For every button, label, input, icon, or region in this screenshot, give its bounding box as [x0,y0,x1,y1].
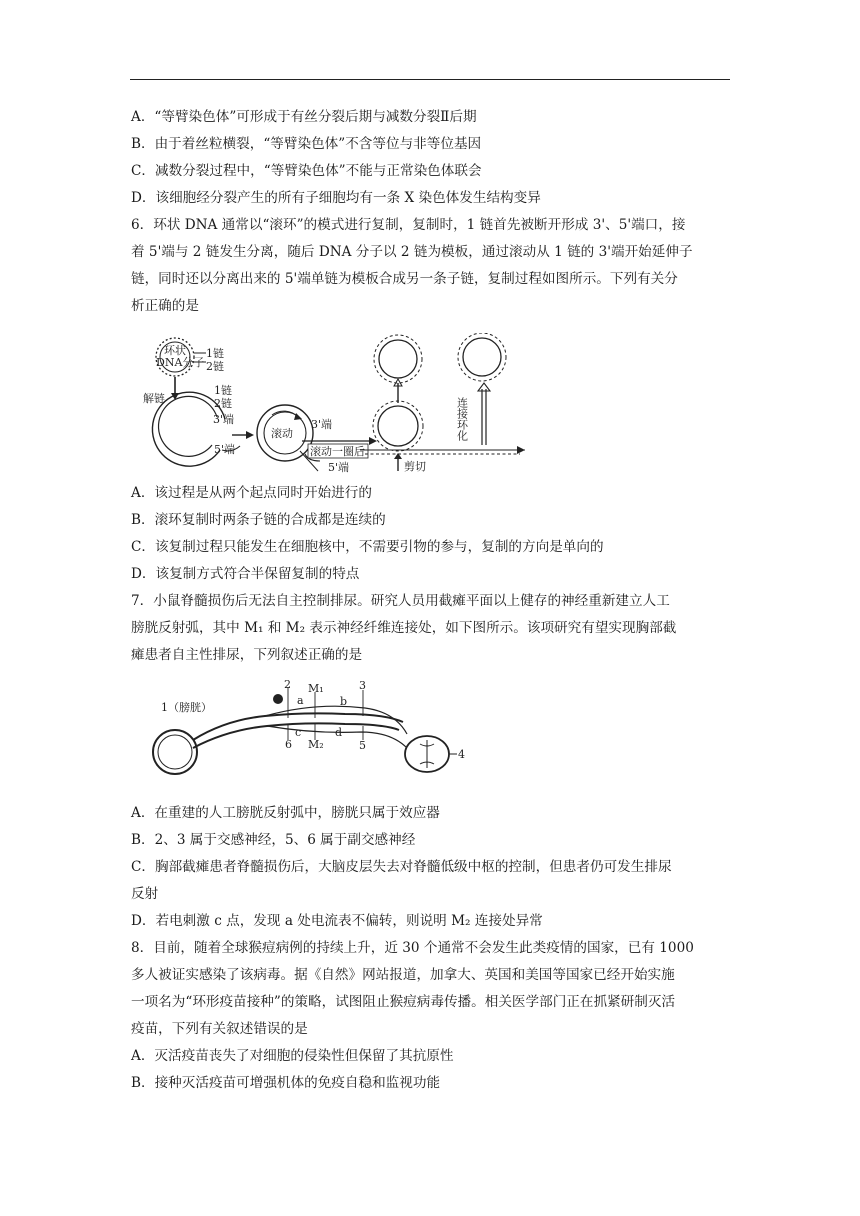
q7-stem-line2: 膀胱反射弧，其中 M₁ 和 M₂ 表示神经纤维连接处，如下图所示。该项研究有望实现胸部截 [131,620,677,636]
end5b-label: 5'端 [328,461,350,474]
q6-option-c: C．该复制过程只能发生在细胞核中，不需要引物的参与，复制的方向是单向的 [131,539,604,555]
connect-label: 连接环化 [455,397,469,441]
q5-option-c: C．减数分裂过程中，“等臂染色体”不能与正常染色体联会 [131,163,482,179]
point-a: a [297,694,304,707]
q8-stem-line1: 8．目前，随着全球猴痘病例的持续上升，近 30 个通常不会发生此类疫情的国家，已有 1000 [131,940,694,956]
q7-option-a: A．在重建的人工膀胱反射弧中，膀胱只属于效应器 [131,805,440,821]
m1-label: M₁ [308,682,324,695]
q7-option-c-line1: C．胸部截瘫患者脊髓损伤后，大脑皮层失去对脊髓低级中枢的控制，但患者仍可发生排尿 [131,859,672,875]
q7-option-b: B．2、3 属于交感神经，5、6 属于副交感神经 [131,832,416,848]
label-2: 2 [284,678,291,691]
point-b: b [340,695,348,708]
unwind-label: 解链 [143,392,165,405]
q8-stem-line3: 一项名为“环形疫苗接种”的策略，试图阻止猴痘病毒传播。相关医学部门正在抓紧研制灭活 [131,994,676,1010]
q6-option-d: D．该复制方式符合半保留复制的特点 [131,566,360,582]
q8-stem-line4: 疫苗，下列有关叙述错误的是 [131,1021,308,1037]
q5-option-b: B．由于着丝粒横裂，“等臂染色体”不含等位与非等位基因 [131,136,482,152]
q6-stem-line4: 析正确的是 [131,298,199,314]
header-rule [130,79,730,80]
end3a-label: 3'端 [213,413,235,426]
bladder-label: 1（膀胱） [161,701,212,714]
q7-option-d: D．若电刺激 c 点，发现 a 处电流表不偏转，则说明 M₂ 连接处异常 [131,913,543,929]
q6-stem-line2: 着 5'端与 2 链发生分离，随后 DNA 分子以 2 链为模板，通过滚动从 1 链的 3'端开始延伸子 [131,244,693,260]
q8-option-a: A．灭活疫苗丧失了对细胞的侵染性但保留了其抗原性 [131,1048,454,1064]
q6-stem-line1: 6．环状 DNA 通常以“滚环”的模式进行复制，复制时，1 链首先被断开形成 3'、5'端口，接 [131,217,686,233]
label-6: 6 [285,738,292,751]
chain2-label: 2链 [206,360,224,373]
rolling-label: 滚动 [271,427,293,440]
q8-option-b: B．接种灭活疫苗可增强机体的免疫自稳和监视功能 [131,1075,441,1091]
q5-option-d: D．该细胞经分裂产生的所有子细胞均有一条 X 染色体发生结构变异 [131,190,541,206]
end5a-label: 5'端 [214,443,236,456]
point-d: d [335,726,343,739]
chain1-label: 1链 [206,347,224,360]
end3b-label: 3'端 [311,418,333,431]
circular-dna-label: 环状 [164,344,186,357]
q5-option-a: A．“等臂染色体”可形成于有丝分裂后期与减数分裂Ⅱ后期 [131,109,477,125]
rolling-circle-figure [140,333,530,476]
q6-option-b: B．滚环复制时两条子链的合成都是连续的 [131,512,386,528]
q7-stem-line3: 瘫患者自主性排尿，下列叙述正确的是 [131,647,363,663]
q6-stem-line3: 链，同时还以分离出来的 5'端单链为模板合成另一条子链，复制过程如图所示。下列有关分 [131,271,678,287]
m2-label: M₂ [308,738,324,751]
circular-dna-label-2: DNA分子 [156,356,205,369]
chain1b-label: 1链 [214,384,232,397]
label-4: 4 [458,748,465,761]
q8-stem-line2: 多人被证实感染了该病毒。据《自然》网站报道，加拿大、英国和美国等国家已经开始实施 [131,967,675,983]
reflex-arc-figure [145,678,465,783]
q7-option-c-line2: 反射 [131,886,159,902]
point-c: c [295,726,302,739]
q6-option-a: A．该过程是从两个起点同时开始进行的 [131,485,372,501]
label-3: 3 [359,679,366,692]
q7-stem-line1: 7．小鼠脊髓损伤后无法自主控制排尿。研究人员用截瘫平面以上健存的神经重新建立人工 [131,593,670,609]
label-5: 5 [359,739,366,752]
chain2b-label: 2链 [214,397,232,410]
after-roll-label: 滚动一圈后 [310,445,365,458]
cut-label: 剪切 [404,460,426,473]
